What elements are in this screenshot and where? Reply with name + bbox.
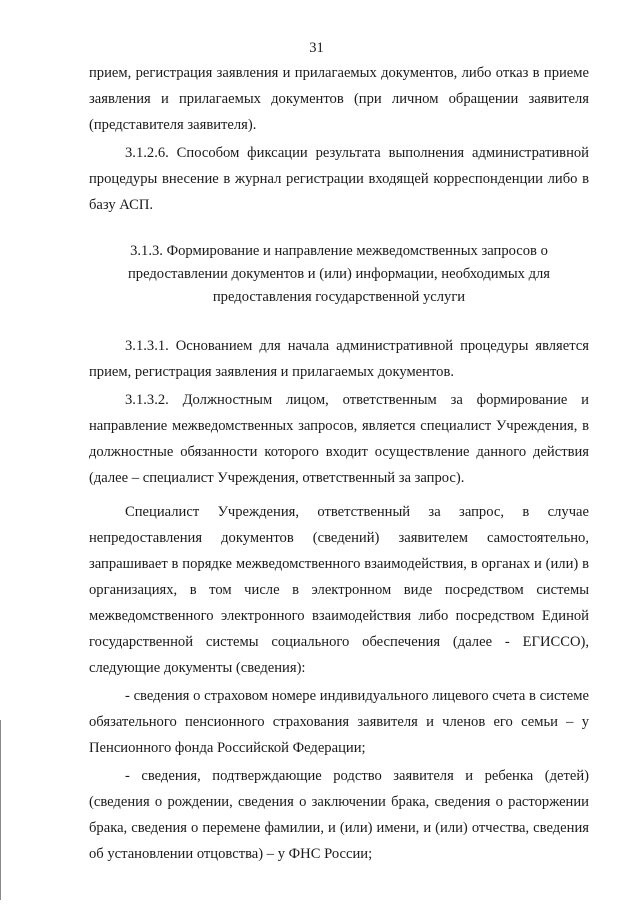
list-item-snils: - сведения о страховом номере индивидуального лицевого счета в системе обязательного пенсионного страхования заявителя и членов его семьи – у Пенсионного фонда Российской Федерации;	[89, 688, 589, 756]
paragraph-3-1-3-2: 3.1.3.2. Должностным лицом, ответственным за формирование и направление межведомственных запросов, является специалист Учреждения, в должностные обязанности которого входит осуществление данного действия (далее – специалист Учреждения, ответственный за запрос).	[89, 392, 589, 486]
document-body	[89, 60, 589, 867]
page-number: 31	[309, 40, 324, 56]
section-heading-3-1-3: 3.1.3. Формирование и направление межведомственных запросов о предоставлении документов и (или) информации, необходимых для предоставления государственной услуги	[127, 243, 550, 305]
paragraph-continuation: прием, регистрация заявления и прилагаемых документов, либо отказ в приеме заявления и прилагаемых документов (при личном обращении заявителя (представителя заявителя).	[89, 65, 589, 133]
paragraph-specialist-requests: Специалист Учреждения, ответственный за запрос, в случае непредоставления документов (сведений) заявителем самостоятельно, запрашивает в порядке межведомственного взаимодействия, в органах и (или) в организациях, в том числе в электронном виде посредством системы межведомственного электронного взаимодействия либо посредством Единой государственной системы социального обеспечения (далее - ЕГИССО), следующие документы (сведения):	[89, 504, 589, 676]
scan-edge-line	[0, 720, 1, 900]
paragraph-3-1-3-1: 3.1.3.1. Основанием для начала административной процедуры является прием, регистрация заявления и прилагаемых документов.	[89, 338, 589, 380]
list-item-kinship: - сведения, подтверждающие родство заявителя и ребенка (детей) (сведения о рождении, сведения о заключении брака, сведения о расторжении брака, сведения о перемене фамилии, и (или) имени, и (или) отчества, сведения об установлении отцовства) – у ФНС России;	[89, 768, 589, 862]
paragraph-3-1-2-6: 3.1.2.6. Способом фиксации результата выполнения административной процедуры внесение в журнал регистрации входящей корреспонденции либо в базу АСП.	[89, 145, 589, 213]
